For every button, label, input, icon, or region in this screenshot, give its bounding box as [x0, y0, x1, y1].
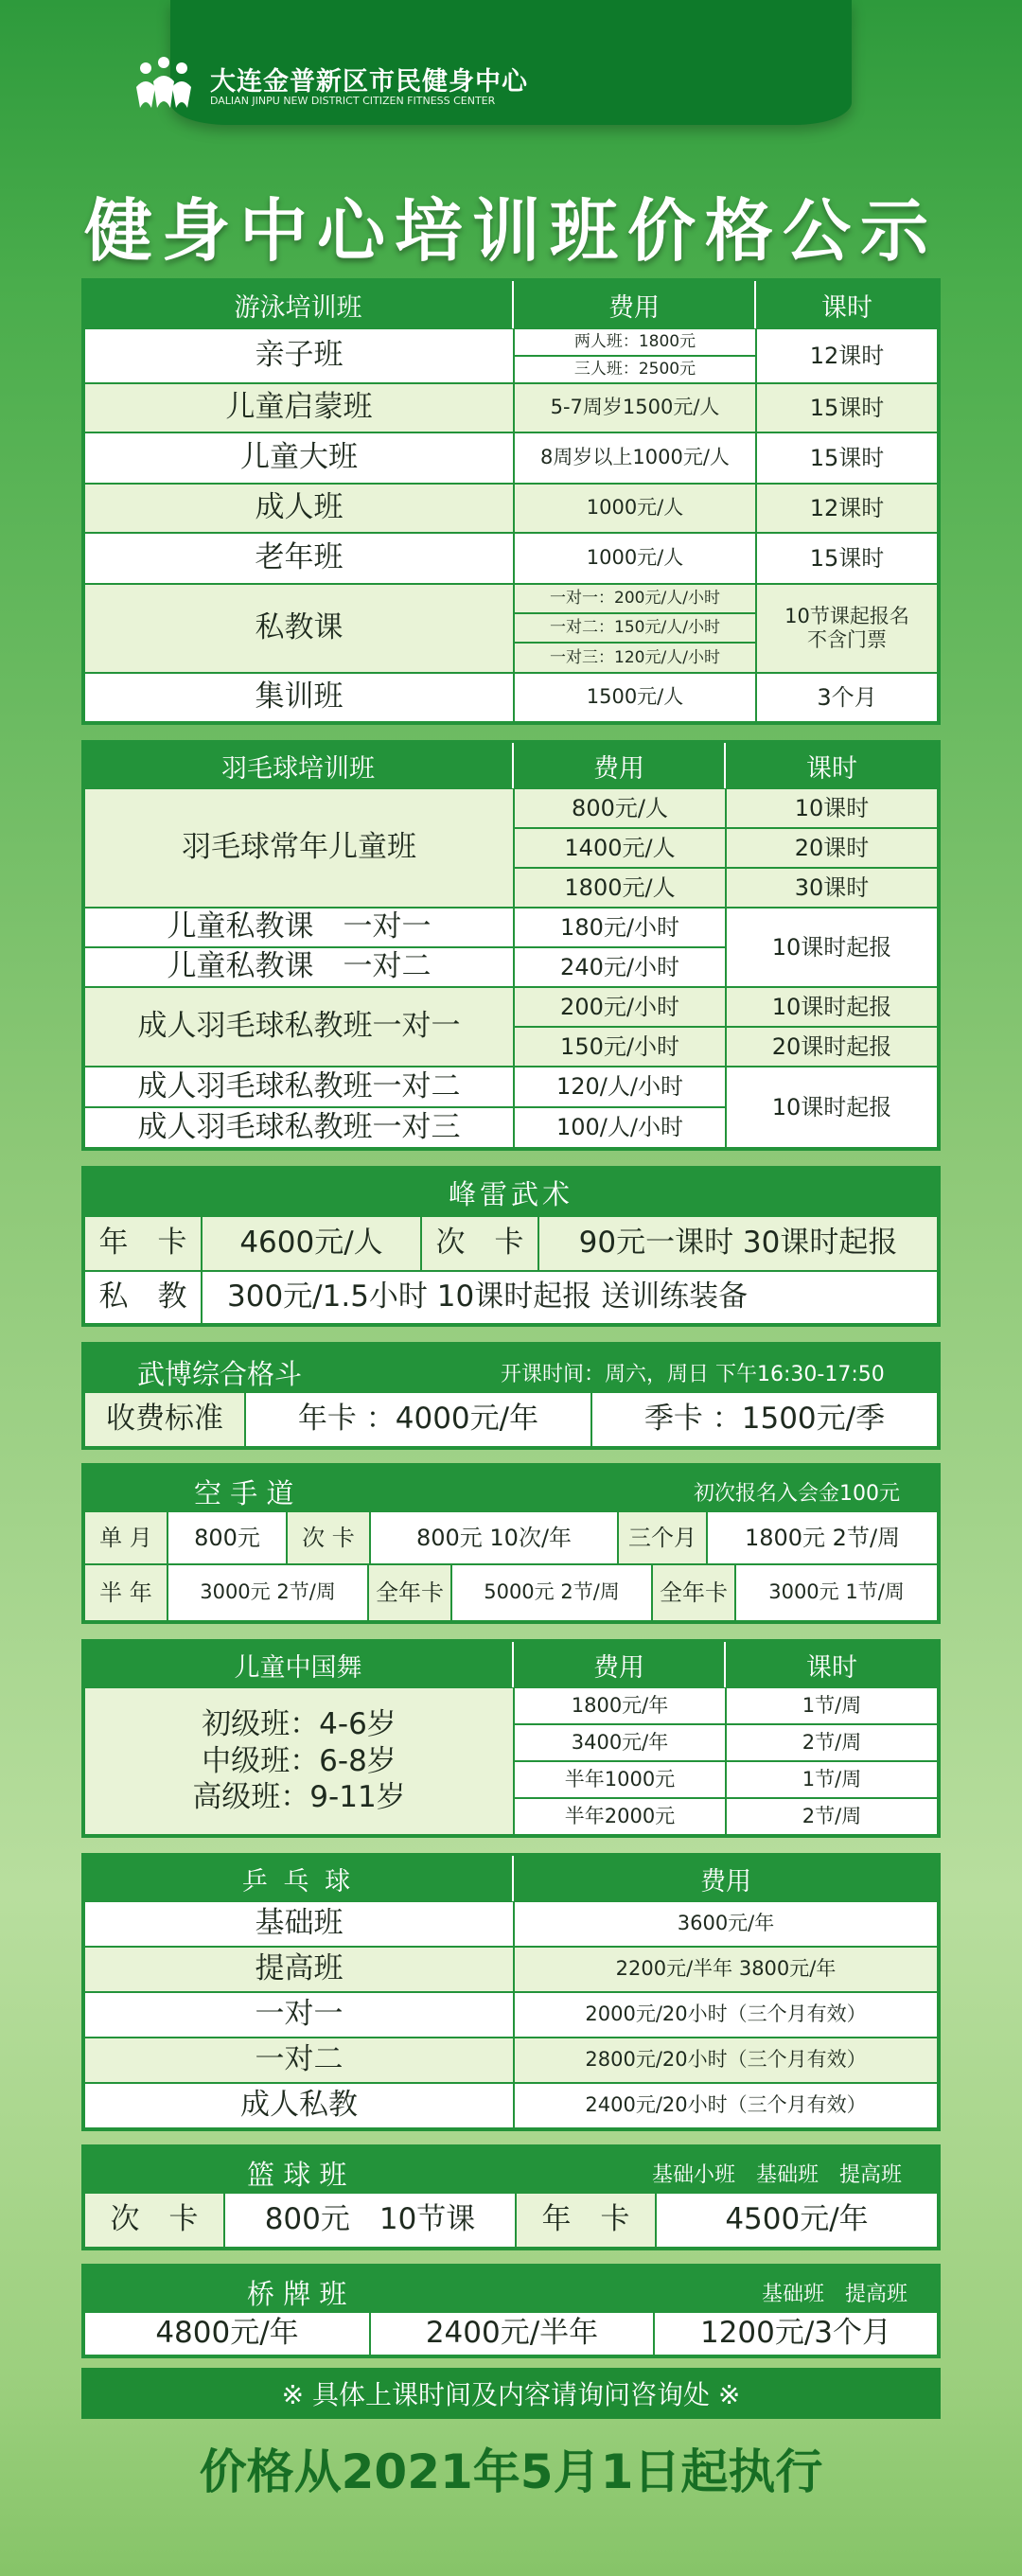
- mma-time: 开课时间：周六，周日 下午16:30-17:50: [501, 1363, 885, 1386]
- badminton-kids-private-1v1-name: 儿童私教课 一对一: [84, 908, 514, 947]
- wushu-session-card-label: 次 卡: [421, 1216, 538, 1271]
- swim-kids-intro-fee: 5-7周岁1500元/人: [514, 383, 756, 432]
- swim-kids-big-name: 儿童大班: [84, 432, 514, 484]
- swim-header: 游泳培训班: [84, 281, 512, 328]
- dance-fee-header: 费用: [514, 1642, 724, 1687]
- karate-session-label: 次 卡: [287, 1511, 370, 1564]
- karate-3month-price: 1800元 2节/周: [707, 1511, 938, 1564]
- badminton-kids-private-1v2-fee: 240元/小时: [514, 947, 726, 987]
- swim-private-fee-2: 一对二：150元/人/小时: [514, 613, 756, 643]
- badminton-adult-private-hours-2: 20课时起报: [726, 1027, 938, 1067]
- swim-senior-name: 老年班: [84, 533, 514, 584]
- pingpong-adult-private-fee: 2400元/20小时（三个月有效）: [514, 2083, 938, 2128]
- karate-full-year-label-2: 全年卡: [652, 1564, 735, 1621]
- wushu-private-label: 私 教: [84, 1271, 202, 1324]
- badminton-kids-year-fee-2: 1400元/人: [514, 828, 726, 868]
- swim-private-fee-1: 一对一：200元/人/小时: [514, 584, 756, 613]
- badminton-adult-private-1v1-name: 成人羽毛球私教班一对一: [84, 987, 514, 1067]
- swim-parent-child-name: 亲子班: [84, 328, 514, 383]
- pingpong-header: 乒 乓 球: [84, 1856, 512, 1901]
- basketball-session-label: 次 卡: [84, 2193, 224, 2248]
- swim-section: [81, 278, 941, 725]
- swim-adult-name: 成人班: [84, 484, 514, 533]
- swim-training-name: 集训班: [84, 673, 514, 722]
- swim-senior-fee: 1000元/人: [514, 533, 756, 584]
- pingpong-fee-header: 费用: [514, 1856, 938, 1901]
- bridge-price-year: 4800元/年: [84, 2312, 370, 2355]
- basketball-header: 篮 球 班: [247, 2159, 347, 2191]
- pingpong-section: [81, 1853, 941, 2131]
- dance-hours-2: 2节/周: [726, 1724, 938, 1761]
- badminton-kids-year-fee-3: 1800元/人: [514, 868, 726, 908]
- swim-senior-hours: 15课时: [756, 533, 938, 584]
- dance-fee-1: 1800元/年: [514, 1687, 726, 1724]
- basketball-section: [81, 2144, 941, 2250]
- dance-hours-3: 1节/周: [726, 1761, 938, 1798]
- org-name-en: DALIAN JINPU NEW DISTRICT CITIZEN FITNESS CENTER: [210, 95, 496, 107]
- dance-hours-header: 课时: [726, 1642, 938, 1687]
- dance-hours-4: 2节/周: [726, 1798, 938, 1835]
- swim-kids-big-hours: 15课时: [756, 432, 938, 484]
- swim-hours-header: 课时: [756, 281, 938, 328]
- badminton-kids-year-name: 羽毛球常年儿童班: [84, 788, 514, 908]
- badminton-adult-private-hours-1: 10课时起报: [726, 987, 938, 1027]
- effective-date: 价格从2021年5月1日起执行: [199, 2444, 823, 2499]
- org-name-cn: 大连金普新区市民健身中心: [210, 67, 528, 97]
- pingpong-1v2-fee: 2800元/20小时（三个月有效）: [514, 2038, 938, 2083]
- dance-level-junior: 初级班：4-6岁: [202, 1706, 396, 1741]
- badminton-fee-header: 费用: [514, 743, 724, 788]
- swim-private-hours: [756, 584, 938, 673]
- bridge-price-3months: 1200元/3个月: [654, 2312, 938, 2355]
- badminton-header: 羽毛球培训班: [84, 743, 512, 788]
- mma-season-card: 季卡 ：1500元/季: [591, 1392, 938, 1447]
- karate-full-year-price-1: 5000元 2节/周: [451, 1564, 652, 1621]
- pingpong-basic-fee: 3600元/年: [514, 1901, 938, 1947]
- dance-header: 儿童中国舞: [84, 1642, 512, 1687]
- swim-private-fee-3: 一对三：120元/人/小时: [514, 643, 756, 673]
- badminton-kids-year-hours-1: 10课时: [726, 788, 938, 828]
- badminton-adult-private-1v3-fee: 100/人/小时: [514, 1107, 726, 1148]
- wushu-section: [81, 1166, 941, 1327]
- dance-section: [81, 1639, 941, 1838]
- badminton-kids-year-fee-1: 800元/人: [514, 788, 726, 828]
- bridge-header: 桥 牌 班: [247, 2278, 347, 2310]
- bridge-price-half-year: 2400元/半年: [370, 2312, 654, 2355]
- karate-month-price: 800元: [167, 1511, 287, 1564]
- page-title: 健身中心培训班价格公示: [83, 191, 938, 271]
- swim-kids-big-fee: 8周岁以上1000元/人: [514, 432, 756, 484]
- dance-fee-2: 3400元/年: [514, 1724, 726, 1761]
- badminton-kids-private-1v2-name: 儿童私教课 一对二: [84, 947, 514, 987]
- consult-note: ※ 具体上课时间及内容请询问咨询处 ※: [81, 2368, 941, 2419]
- basketball-session-price: 800元 10节课: [224, 2193, 516, 2248]
- swim-parent-child-fee-2: 三人班：2500元: [514, 356, 756, 383]
- bridge-section: [81, 2264, 941, 2358]
- pingpong-basic-name: 基础班: [84, 1901, 514, 1947]
- pingpong-adult-private-name: 成人私教: [84, 2083, 514, 2128]
- swim-private-hours-1: 10节课起报名: [784, 604, 909, 627]
- badminton-adult-private-1v3-name: 成人羽毛球私教班一对三: [84, 1107, 514, 1148]
- swim-parent-child-hours: 12课时: [756, 328, 938, 383]
- wushu-year-card-label: 年 卡: [84, 1216, 202, 1271]
- karate-section: [81, 1463, 941, 1624]
- swim-training-hours: 3个月: [756, 673, 938, 722]
- karate-full-year-label-1: 全年卡: [368, 1564, 451, 1621]
- bridge-levels: 基础班 提高班: [762, 2283, 908, 2306]
- dance-hours-1: 1节/周: [726, 1687, 938, 1724]
- dance-level-senior: 高级班：9-11岁: [192, 1780, 406, 1815]
- karate-3month-label: 三个月: [618, 1511, 707, 1564]
- swim-training-fee: 1500元/人: [514, 673, 756, 722]
- badminton-kids-private-1v1-fee: 180元/小时: [514, 908, 726, 947]
- pingpong-1v1-name: 一对一: [84, 1992, 514, 2038]
- fitness-center-logo-icon: [132, 55, 195, 112]
- pingpong-advanced-name: 提高班: [84, 1947, 514, 1992]
- wushu-year-card-price: 4600元/人: [202, 1216, 421, 1271]
- mma-year-card: 年卡 ：4000元/年: [245, 1392, 591, 1447]
- basketball-levels: 基础小班 基础班 提高班: [652, 2163, 903, 2187]
- badminton-section: [81, 740, 941, 1151]
- pingpong-1v2-name: 一对二: [84, 2038, 514, 2083]
- wushu-session-card-price: 90元一课时 30课时起报: [538, 1216, 938, 1271]
- swim-private-hours-2: 不含门票: [807, 628, 887, 651]
- wushu-private-price: 300元/1.5小时 10课时起报 送训练装备: [202, 1271, 938, 1324]
- badminton-adult-private-fee-1: 200元/小时: [514, 987, 726, 1027]
- basketball-year-price: 4500元/年: [656, 2193, 938, 2248]
- swim-adult-hours: 12课时: [756, 484, 938, 533]
- dance-level-middle: 中级班：6-8岁: [202, 1743, 396, 1778]
- dance-levels: [84, 1687, 514, 1835]
- karate-note: 初次报名入会金100元: [694, 1482, 900, 1506]
- dance-fee-4: 半年2000元: [514, 1798, 726, 1835]
- pingpong-advanced-fee: 2200元/半年 3800元/年: [514, 1947, 938, 1992]
- karate-full-year-price-2: 3000元 1节/周: [735, 1564, 938, 1621]
- mma-fee-label: 收费标准: [84, 1392, 245, 1447]
- karate-session-price: 800元 10次/年: [370, 1511, 618, 1564]
- badminton-adult-private-1v2-name: 成人羽毛球私教班一对二: [84, 1067, 514, 1107]
- pingpong-1v1-fee: 2000元/20小时（三个月有效）: [514, 1992, 938, 2038]
- basketball-year-label: 年 卡: [516, 2193, 656, 2248]
- karate-month-label: 单 月: [84, 1511, 167, 1564]
- swim-private-name: 私教课: [84, 584, 514, 673]
- badminton-adult-private-1v2-fee: 120/人/小时: [514, 1067, 726, 1107]
- swim-parent-child-fee-1: 两人班：1800元: [514, 328, 756, 356]
- karate-header: 空 手 道: [194, 1477, 294, 1509]
- dance-fee-3: 半年1000元: [514, 1761, 726, 1798]
- karate-half-year-price: 3000元 2节/周: [167, 1564, 368, 1621]
- badminton-kids-year-hours-2: 20课时: [726, 828, 938, 868]
- karate-half-year-label: 半 年: [84, 1564, 167, 1621]
- badminton-kids-year-hours-3: 30课时: [726, 868, 938, 908]
- swim-fee-header: 费用: [514, 281, 754, 328]
- swim-adult-fee: 1000元/人: [514, 484, 756, 533]
- mma-header: 武博综合格斗: [137, 1358, 303, 1390]
- badminton-hours-header: 课时: [726, 743, 938, 788]
- mma-section: [81, 1342, 941, 1450]
- badminton-adult-group-hours: 10课时起报: [726, 1067, 938, 1148]
- wushu-header: 峰雷武术: [84, 1169, 938, 1216]
- badminton-kids-private-hours: 10课时起报: [726, 908, 938, 987]
- swim-kids-intro-hours: 15课时: [756, 383, 938, 432]
- badminton-adult-private-fee-2: 150元/小时: [514, 1027, 726, 1067]
- swim-kids-intro-name: 儿童启蒙班: [84, 383, 514, 432]
